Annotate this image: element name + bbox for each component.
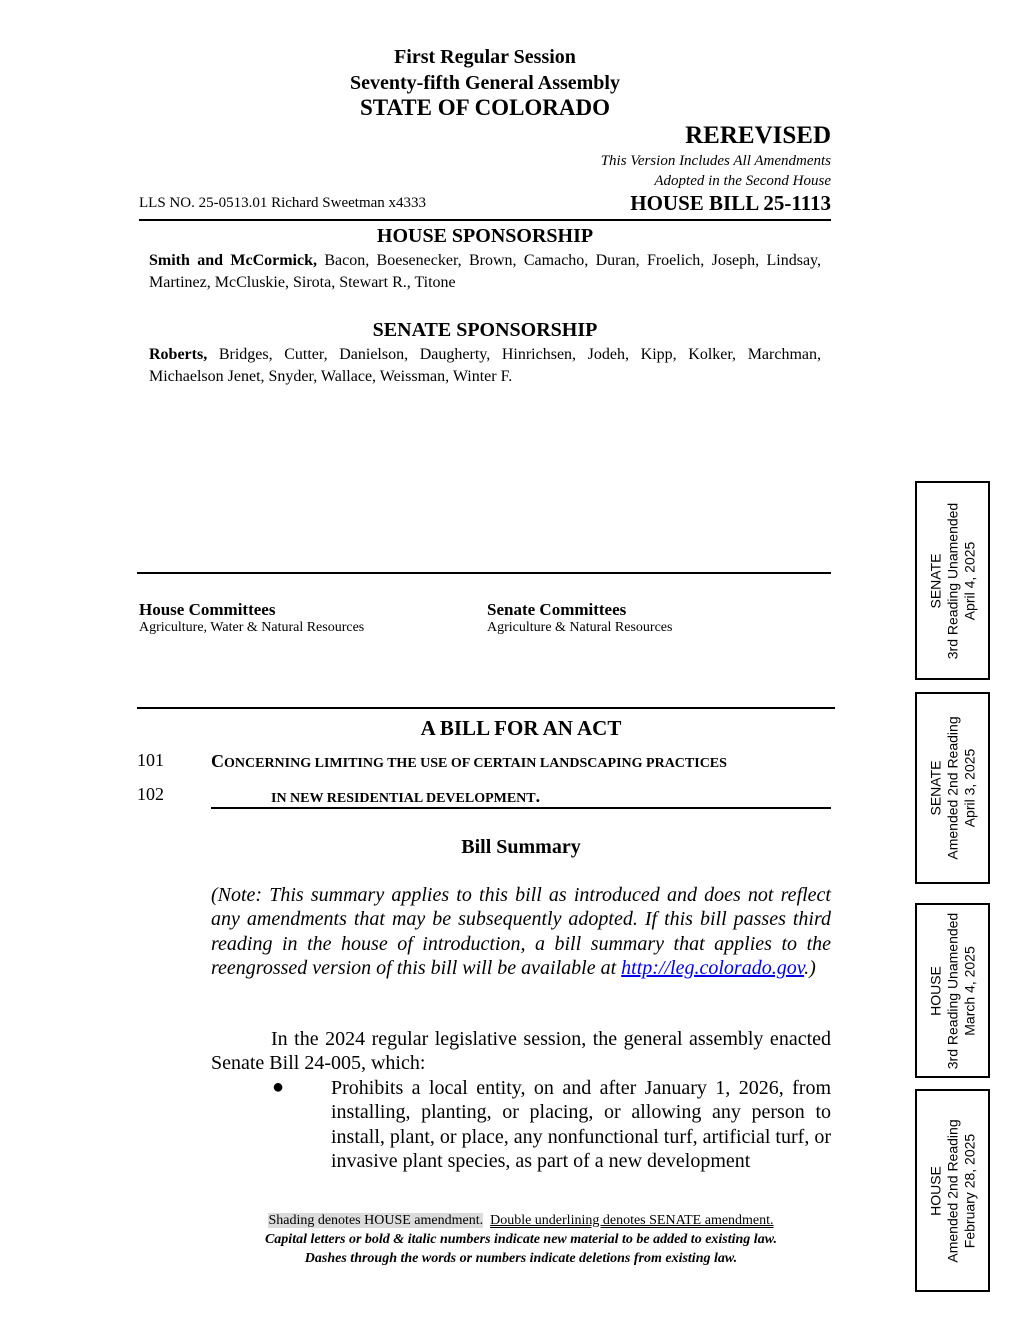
- senate-primary-sponsors: Roberts,: [149, 346, 208, 363]
- summary-note-text: (Note: This summary applies to this bill as introduced and does not reflect any amendments that may be subsequently adopted. If this bill passes third reading in the house of introduction, a bill summary that applies to the reengrossed version of this bill will be available at: [211, 884, 831, 979]
- lls-number: LLS NO. 25-0513.01 Richard Sweetman x4333: [139, 195, 427, 211]
- leg-colorado-link[interactable]: http://leg.colorado.gov: [621, 956, 805, 979]
- house-sponsors: [149, 250, 821, 294]
- session-header: [0, 44, 970, 96]
- session-title: First Regular Session: [394, 46, 576, 68]
- committees-divider: [137, 572, 831, 574]
- bullet-icon: ●: [272, 1076, 285, 1098]
- stamp-action: 3rd Reading Unamended: [944, 912, 960, 1069]
- bill-summary-heading: Bill Summary: [461, 836, 581, 858]
- stamp-action: Amended 2nd Reading: [944, 1118, 960, 1263]
- house-sponsorship-heading: HOUSE SPONSORSHIP: [376, 225, 594, 247]
- stamp-date: March 4, 2025: [961, 945, 977, 1036]
- stamp-text: [927, 912, 978, 1068]
- house-committees-heading: House Committees: [139, 600, 276, 619]
- stamp-text: [927, 716, 978, 859]
- stamp-text: [927, 502, 978, 658]
- act-concerning-rest: ONCERNING LIMITING THE USE OF CERTAIN LANDSCAPING PRACTICES: [224, 756, 727, 771]
- stamp-chamber: HOUSE: [927, 1165, 943, 1216]
- house-committees-value: Agriculture, Water & Natural Resources: [139, 620, 365, 635]
- version-status: REREVISED: [685, 122, 831, 149]
- line-number-102: 102: [137, 784, 164, 804]
- summary-note-end: .): [804, 956, 816, 979]
- house-cosponsors: Bacon, Boesenecker, Brown, Camacho, Duran, Froelich, Joseph, Lindsay, Martinez, McCluskie, Sirota, Stewart R., Titone: [149, 252, 821, 291]
- act-concerning-initial: C: [211, 751, 224, 771]
- senate-committees: [487, 600, 672, 636]
- senate-committees-value: Agriculture & Natural Resources: [487, 620, 673, 635]
- senate-sponsorship-heading: SENATE SPONSORSHIP: [372, 319, 598, 341]
- stamp-house-2nd-reading: [915, 1089, 990, 1292]
- act-concerning-line-1: [211, 751, 727, 772]
- summary-note: [211, 883, 831, 980]
- assembly-title: Seventy-fifth General Assembly: [350, 72, 620, 94]
- stamp-date: April 4, 2025: [961, 541, 977, 620]
- legend-house-shading: Shading denotes HOUSE amendment.: [268, 1213, 484, 1228]
- stamp-senate-3rd-reading: [915, 481, 990, 680]
- stamp-action: 3rd Reading Unamended: [944, 502, 960, 659]
- stamp-chamber: SENATE: [927, 553, 943, 608]
- stamp-senate-2nd-reading: [915, 692, 990, 884]
- house-primary-sponsors: Smith and McCormick,: [149, 252, 317, 269]
- stamp-house-3rd-reading: [915, 903, 990, 1078]
- senate-sponsors: [149, 344, 821, 388]
- amendment-legend: [130, 1211, 912, 1268]
- act-concerning-period: .: [535, 786, 541, 806]
- version-note-line-1: This Version Includes All Amendments: [600, 153, 831, 169]
- stamp-date: February 28, 2025: [961, 1133, 977, 1248]
- senate-cosponsors: Bridges, Cutter, Danielson, Daugherty, Hinrichsen, Jodeh, Kipp, Kolker, Marchman, Michaelson Jenet, Snyder, Wallace, Weissman, Winter F.: [149, 346, 821, 385]
- bill-number: HOUSE BILL 25-1113: [630, 191, 831, 215]
- line-number-101: 101: [137, 750, 164, 770]
- stamp-date: April 3, 2025: [961, 748, 977, 828]
- summary-bullet-1: Prohibits a local entity, on and after January 1, 2026, from installing, planting, or placing, or allowing any person to install, plant, or place, any nonfunctional turf, artificial turf, or invasive plant species, as part of a new development: [331, 1077, 831, 1172]
- legend-capitals: Capital letters or bold & italic numbers indicate new material to be added to existing law.: [264, 1232, 778, 1247]
- header-divider: [139, 219, 831, 221]
- stamp-action: Amended 2nd Reading: [944, 716, 960, 860]
- legend-senate-underline: Double underlining denotes SENATE amendment.: [490, 1213, 774, 1228]
- stamp-chamber: SENATE: [927, 760, 943, 816]
- act-divider: [137, 707, 835, 709]
- legend-dashes: Dashes through the words or numbers indicate deletions from existing law.: [304, 1251, 738, 1266]
- state-title: STATE OF COLORADO: [359, 95, 611, 120]
- stamp-chamber: HOUSE: [927, 965, 943, 1016]
- act-concerning-line-2: [271, 786, 540, 807]
- summary-intro: In the 2024 regular legislative session, the general assembly enacted Senate Bill 24-005, which:: [211, 1028, 831, 1075]
- legend-line-1: [130, 1211, 912, 1230]
- version-note: [601, 151, 831, 191]
- act-title-underline: [211, 807, 831, 809]
- stamp-text: [927, 1119, 978, 1262]
- version-note-line-2: Adopted in the Second House: [654, 173, 831, 189]
- house-committees: [139, 600, 364, 636]
- act-title: A BILL FOR AN ACT: [420, 716, 622, 740]
- act-concerning-line-2-text: IN NEW RESIDENTIAL DEVELOPMENT: [271, 791, 536, 806]
- senate-committees-heading: Senate Committees: [487, 600, 627, 619]
